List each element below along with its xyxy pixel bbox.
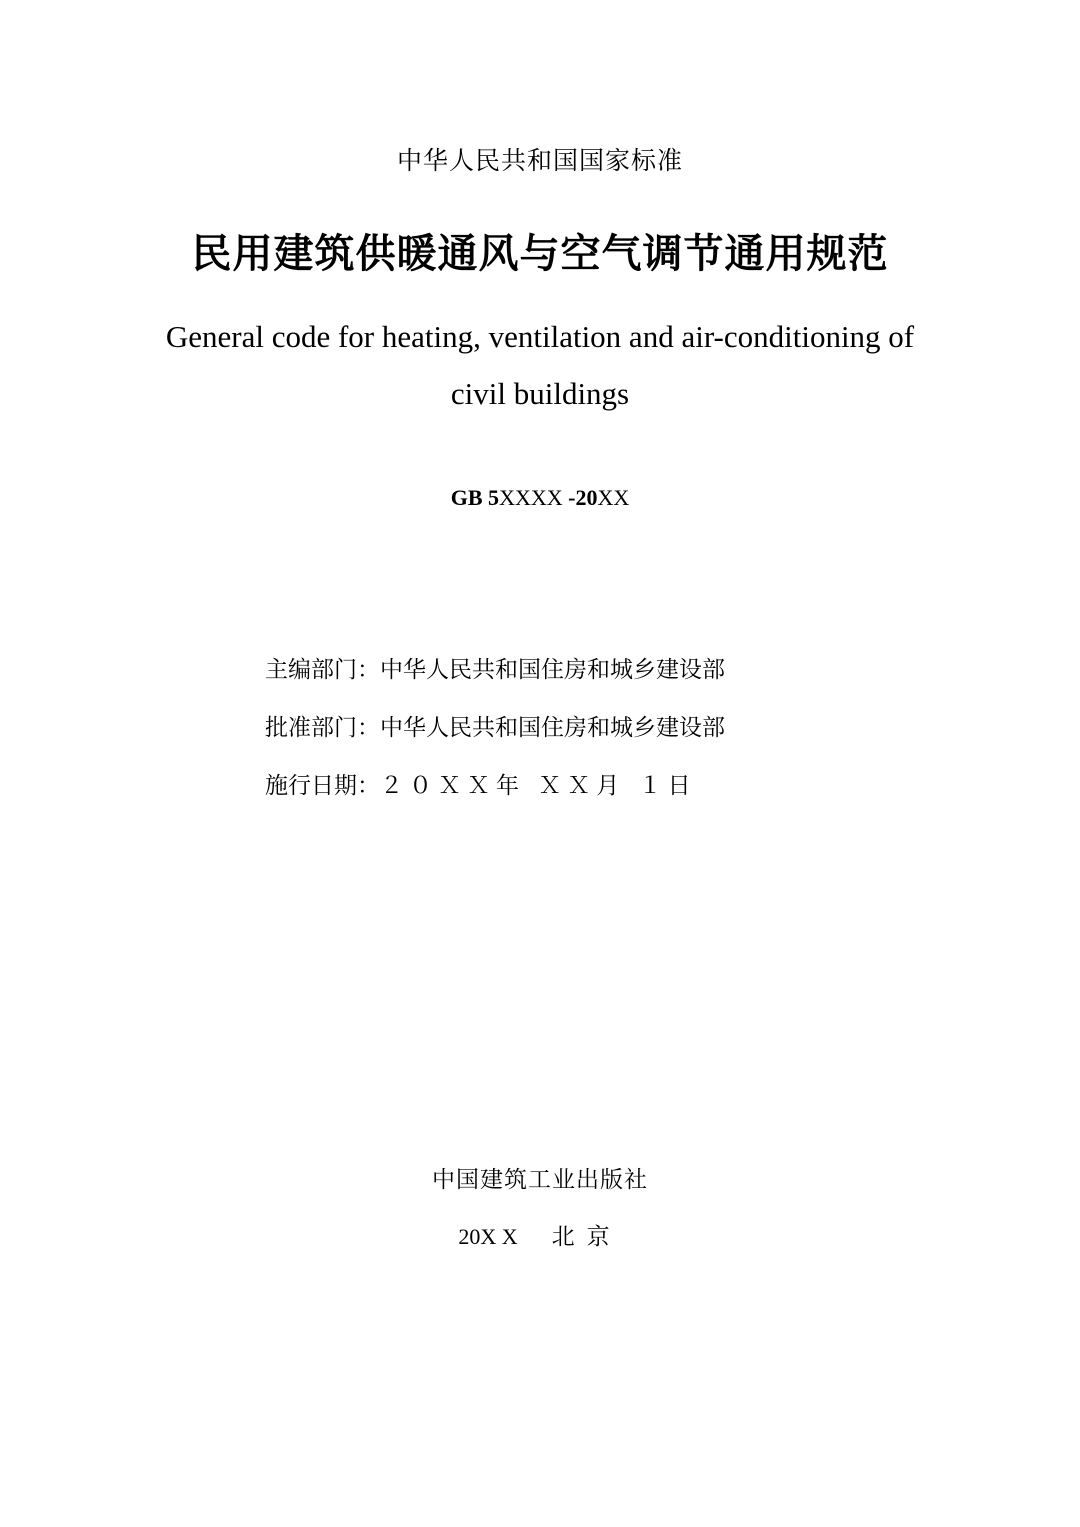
code-year-placeholder: XX <box>597 485 630 510</box>
standard-code <box>0 485 1080 511</box>
english-title-line-1: General code for heating, ventilation and air-conditioning of <box>165 319 915 354</box>
code-dash-year: -20 <box>562 485 598 510</box>
chief-editor-value: 中华人民共和国住房和城乡建设部 <box>380 657 725 683</box>
publication-city: 北京 <box>551 1224 622 1250</box>
issuing-info <box>265 650 725 824</box>
chief-editor-row <box>265 650 725 708</box>
approval-row <box>265 708 725 766</box>
standard-type-heading: 中华人民共和国国家标准 <box>396 146 683 175</box>
code-number-placeholder: XXXX <box>499 485 563 510</box>
document-title-english <box>0 308 1080 422</box>
approval-value: 中华人民共和国住房和城乡建设部 <box>380 715 725 741</box>
effective-date-row <box>265 766 725 824</box>
effective-date-label: 施行日期： <box>265 773 380 799</box>
document-title-chinese: 民用建筑供暖通风与空气调节通用规范 <box>191 231 889 277</box>
publisher-name: 中国建筑工业出版社 <box>432 1167 648 1193</box>
publication-year: 20X X <box>458 1224 518 1249</box>
chief-editor-label: 主编部门： <box>265 657 380 683</box>
english-title-line-2: civil buildings <box>450 376 630 411</box>
effective-date-value: ２０ＸＸ年 ＸＸ月 １日 <box>380 773 697 799</box>
publication-place <box>0 1218 1080 1251</box>
code-prefix: GB 5 <box>450 485 500 510</box>
approval-label: 批准部门： <box>265 715 380 741</box>
